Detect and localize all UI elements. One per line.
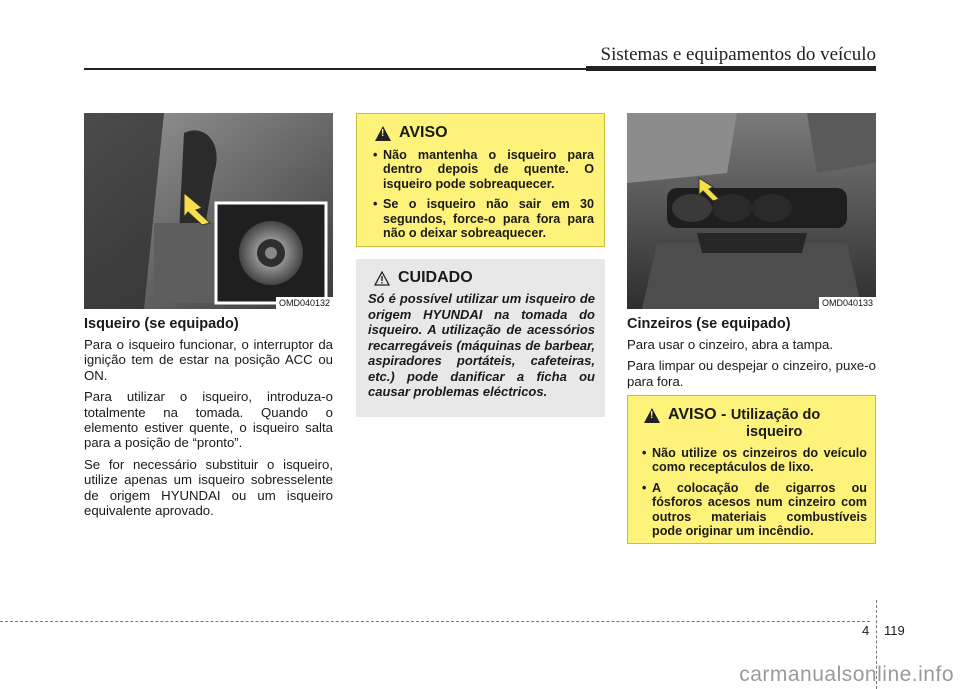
- warning-subtitle-line2: isqueiro: [746, 424, 803, 440]
- caution-header: [374, 269, 595, 287]
- caution-title: CUIDADO: [398, 269, 473, 286]
- watermark: carmanualsonline.info: [739, 663, 954, 686]
- footer-rule: [0, 621, 870, 622]
- list-item: • Não utilize os cinzeiros do veículo como receptáculos de lixo.: [638, 446, 867, 475]
- paragraph: Para usar o cinzeiro, abra a tampa.: [627, 337, 833, 352]
- body-text: [84, 337, 333, 524]
- paragraph: Para o isqueiro funcionar, o interruptor da ignição tem de estar na posição ACC ou ON.: [84, 337, 333, 383]
- header-rule-thick: [586, 66, 876, 71]
- list-item: • Não mantenha o isqueiro para dentro depois de quente. O isqueiro pode sobreaquecer.: [369, 148, 594, 191]
- warning-icon: [375, 126, 391, 141]
- warning-title: AVISO: [399, 124, 448, 141]
- warning-title: AVISO -: [668, 406, 727, 423]
- lighter-photo: [84, 113, 333, 309]
- warning-heading: [668, 406, 820, 440]
- list-item: • A colocação de cigarros ou fósforos acesos num cinzeiro com outros materiais combustíveis pode originar um incêndio.: [638, 481, 867, 539]
- list-item: • Se o isqueiro não sair em 30 segundos, force-o para fora para não o deixar sobreaquecer.: [369, 197, 594, 240]
- paragraph: Se for necessário substituir o isqueiro, utilize apenas um isqueiro sobresselente de origem HYUNDAI ou um isqueiro equivalente aprovado.: [84, 456, 333, 519]
- page-number: 119: [884, 623, 905, 638]
- section-title: Cinzeiros (se equipado): [627, 316, 791, 332]
- warning-box: [356, 113, 605, 247]
- warning-header: [644, 406, 867, 440]
- header-title: Sistemas e equipamentos do veículo: [600, 44, 876, 65]
- ashtray-photo: [627, 113, 876, 309]
- warning-icon: [644, 408, 660, 423]
- warning-list: [369, 148, 594, 240]
- caution-body: Só é possível utilizar um isqueiro de origem HYUNDAI na tomada do isqueiro. A utilização de acessórios recarregáveis (máquinas de barbear, aspiradores portáteis, cafeteiras, etc.) pode danificar a ficha ou causar problemas eléctricos.: [368, 291, 595, 399]
- lighter-photo-illustration: [84, 113, 333, 309]
- section-title: Isqueiro (se equipado): [84, 316, 239, 332]
- caution-icon: [374, 271, 390, 286]
- photo-caption: OMD040132: [276, 297, 333, 309]
- photo-caption: OMD040133: [819, 297, 876, 309]
- chapter-number: 4: [862, 623, 870, 638]
- paragraph: Para limpar ou despejar o cinzeiro, puxe-o para fora.: [627, 358, 876, 389]
- body-text: [627, 337, 876, 395]
- caution-box: [356, 259, 605, 417]
- ashtray-photo-illustration: [627, 113, 876, 309]
- warning-list: [638, 446, 867, 538]
- paragraph: Para utilizar o isqueiro, introduza-o totalmente na tomada. Quando o elemento estiver quente, o isqueiro salta para a posição de “pronto”.: [84, 389, 333, 451]
- warning-header: [375, 124, 594, 142]
- warning-subtitle: Utilização do: [730, 407, 821, 423]
- warning-box: [627, 395, 876, 544]
